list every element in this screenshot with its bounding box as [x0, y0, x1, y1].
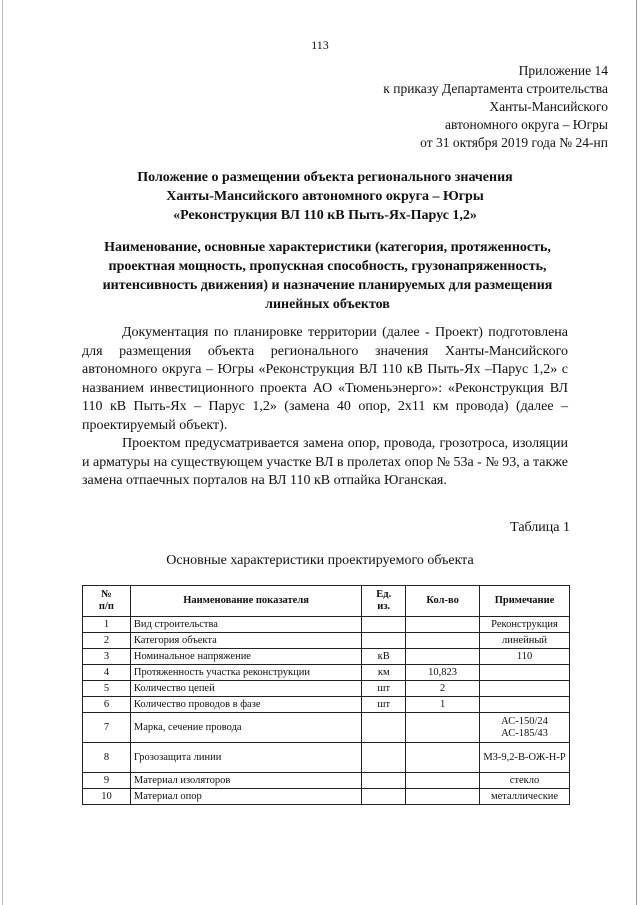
cell-unit: [362, 713, 406, 743]
title-line: «Реконструкция ВЛ 110 кВ Пыть-Ях-Парус 1,2»: [173, 208, 477, 223]
cell-num: 6: [83, 697, 131, 713]
header-unit-line1: Ед.: [376, 589, 392, 600]
cell-qty: [406, 773, 480, 789]
cell-name: Количество цепей: [130, 681, 361, 697]
header-num-line1: №: [101, 589, 112, 600]
table-row: [83, 617, 570, 633]
header-unit: [362, 586, 406, 617]
appendix-line: автономного округа – Югры: [445, 117, 608, 132]
cell-note: линейный: [480, 633, 570, 649]
cell-qty: [406, 713, 480, 743]
cell-qty: [406, 617, 480, 633]
cell-num: 1: [83, 617, 131, 633]
table-row: [83, 681, 570, 697]
title-line: Ханты-Мансийского автономного округа – Югры: [166, 189, 484, 204]
header-unit-line2: из.: [377, 601, 391, 612]
cell-num: 7: [83, 713, 131, 743]
heading-line: линейных объектов: [265, 297, 390, 312]
header-note: Примечание: [480, 586, 570, 617]
cell-unit: шт: [362, 681, 406, 697]
cell-name: Категория объекта: [130, 633, 361, 649]
cell-qty: 2: [406, 681, 480, 697]
table-label: Таблица 1: [510, 520, 570, 535]
table-row: [83, 773, 570, 789]
header-num-line2: п/п: [98, 601, 114, 612]
appendix-line: Ханты-Мансийского: [489, 99, 608, 114]
cell-qty: 10,823: [406, 665, 480, 681]
table-row: [83, 665, 570, 681]
cell-num: 8: [83, 743, 131, 773]
cell-unit: [362, 617, 406, 633]
heading-line: Наименование, основные характеристики (категория, протяженность,: [104, 240, 551, 255]
cell-note: [480, 665, 570, 681]
paragraph: Проектом предусматривается замена опор, провода, грозотроса, изоляции и арматуры на существующем участке ВЛ в пролетах опор № 53а - № 93, а также замена отпаечных порталов на ВЛ 110 кВ отпайка Юганская.: [82, 436, 568, 488]
table-row: [83, 649, 570, 665]
cell-unit: [362, 743, 406, 773]
table-row: [83, 789, 570, 805]
cell-unit: шт: [362, 697, 406, 713]
header-qty: Кол-во: [406, 586, 480, 617]
cell-unit: кВ: [362, 649, 406, 665]
cell-name: Протяженность участка реконструкции: [130, 665, 361, 681]
document-title: [100, 168, 550, 225]
cell-note: Реконструкция: [480, 617, 570, 633]
table-header-row: [83, 586, 570, 617]
header-name: Наименование показателя: [130, 586, 361, 617]
table-caption: Основные характеристики проектируемого объекта: [166, 553, 474, 568]
cell-unit: км: [362, 665, 406, 681]
cell-name: Грозозащита линии: [130, 743, 361, 773]
cell-name: Вид строительства: [130, 617, 361, 633]
cell-num: 4: [83, 665, 131, 681]
table-row: [83, 713, 570, 743]
header-num: [83, 586, 131, 617]
cell-note: стекло: [480, 773, 570, 789]
table-row: [83, 743, 570, 773]
cell-qty: [406, 633, 480, 649]
cell-unit: [362, 773, 406, 789]
cell-qty: [406, 789, 480, 805]
cell-note: МЗ-9,2-В-ОЖ-Н-Р: [480, 743, 570, 773]
cell-note: АС-150/24 АС-185/43: [480, 713, 570, 743]
cell-unit: [362, 789, 406, 805]
cell-qty: 1: [406, 697, 480, 713]
cell-name: Номинальное напряжение: [130, 649, 361, 665]
cell-num: 10: [83, 789, 131, 805]
page-number: 113: [311, 38, 329, 52]
scan-edge-left: [2, 0, 3, 905]
title-line: Положение о размещении объекта регионального значения: [137, 170, 513, 185]
cell-note: [480, 697, 570, 713]
cell-name: Материал изоляторов: [130, 773, 361, 789]
cell-note: [480, 681, 570, 697]
scan-edge-right: [636, 0, 637, 905]
body-text: [82, 324, 568, 491]
cell-num: 5: [83, 681, 131, 697]
cell-qty: [406, 649, 480, 665]
cell-num: 3: [83, 649, 131, 665]
cell-name: Количество проводов в фазе: [130, 697, 361, 713]
heading-line: проектная мощность, пропускная способность, грузонапряженность,: [108, 259, 547, 274]
cell-unit: [362, 633, 406, 649]
characteristics-table: [82, 585, 570, 805]
table-row: [83, 633, 570, 649]
cell-name: Материал опор: [130, 789, 361, 805]
appendix-line: Приложение 14: [518, 63, 608, 78]
heading-line: интенсивность движения) и назначение планируемых для размещения: [102, 278, 553, 293]
cell-name: Марка, сечение провода: [130, 713, 361, 743]
appendix-line: от 31 октября 2019 года № 24-нп: [420, 135, 608, 150]
cell-note: металлические: [480, 789, 570, 805]
section-heading: [80, 238, 575, 314]
paragraph: Документация по планировке территории (далее - Проект) подготовлена для размещения объекта регионального значения Ханты-Мансийского автономного округа – Югры «Реконструкция ВЛ 110 кВ Пыть-Ях –Парус 1,2» с названием инвестиционного проекта АО «Тюменьэнерго»: «Реконструкция ВЛ 110 кВ Пыть-Ях – Парус 1,2» (замена 40 опор, 2х11 км провода) (далее – проектируемый объект).: [82, 325, 568, 433]
cell-num: 2: [83, 633, 131, 649]
cell-note: 110: [480, 649, 570, 665]
appendix-block: [308, 62, 608, 152]
cell-qty: [406, 743, 480, 773]
appendix-line: к приказу Департамента строительства: [383, 81, 608, 96]
cell-num: 9: [83, 773, 131, 789]
table-row: [83, 697, 570, 713]
